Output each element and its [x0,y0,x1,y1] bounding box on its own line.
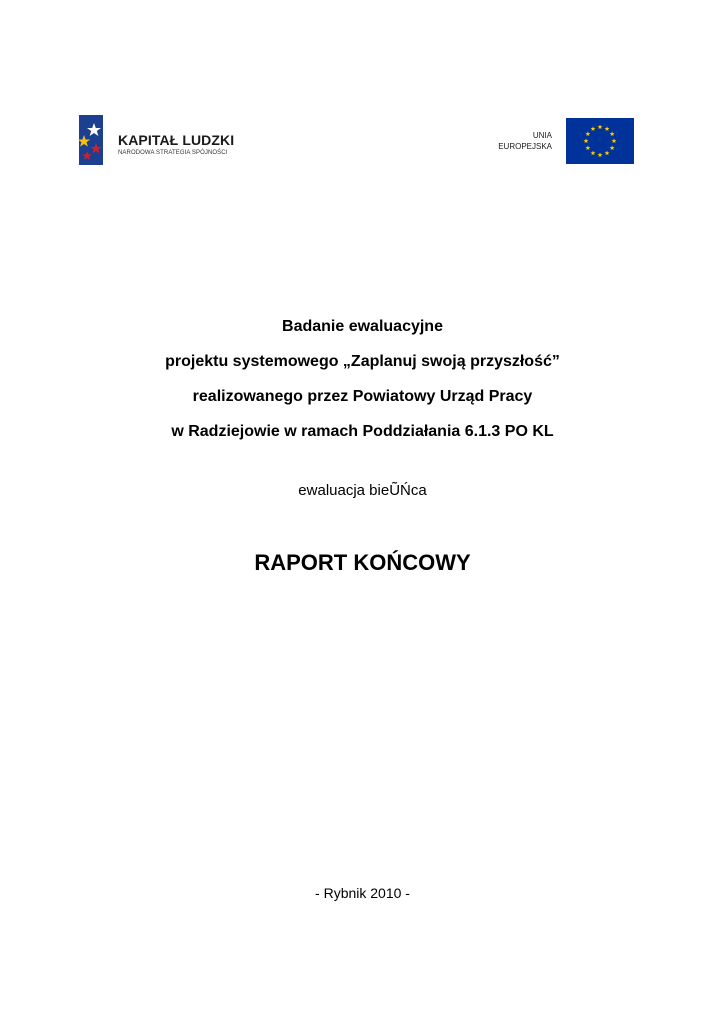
kapital-ludzki-title: KAPITAŁ LUDZKI [118,132,235,148]
kapital-ludzki-logo [76,115,246,167]
title-line-3: realizowanego przez Powiatowy Urząd Pracy [192,388,533,405]
report-title: RAPORT KOŃCOWY [254,550,471,575]
eu-label-line2: EUROPEJSKA [498,142,552,151]
place-and-year: - Rybnik 2010 - [315,885,410,901]
kapital-ludzki-subtitle: NARODOWA STRATEGIA SPÓJNOŚCI [118,150,228,156]
eu-flag-icon [566,118,634,164]
kapital-ludzki-stars-icon [76,115,106,165]
title-line-2: projektu systemowego „Zaplanuj swoją przyszłość” [165,353,560,370]
eu-logo [490,116,636,166]
title-line-1: Badanie ewaluacyjne [282,318,443,335]
eu-label [498,130,552,152]
eu-label-line1: UNIA [532,131,552,140]
title-line-4: w Radziejowie w ramach Poddziałania 6.1.3 PO KL [171,423,554,440]
study-title [0,317,725,457]
evaluation-type: ewaluacja bieŨŃca [298,482,427,499]
